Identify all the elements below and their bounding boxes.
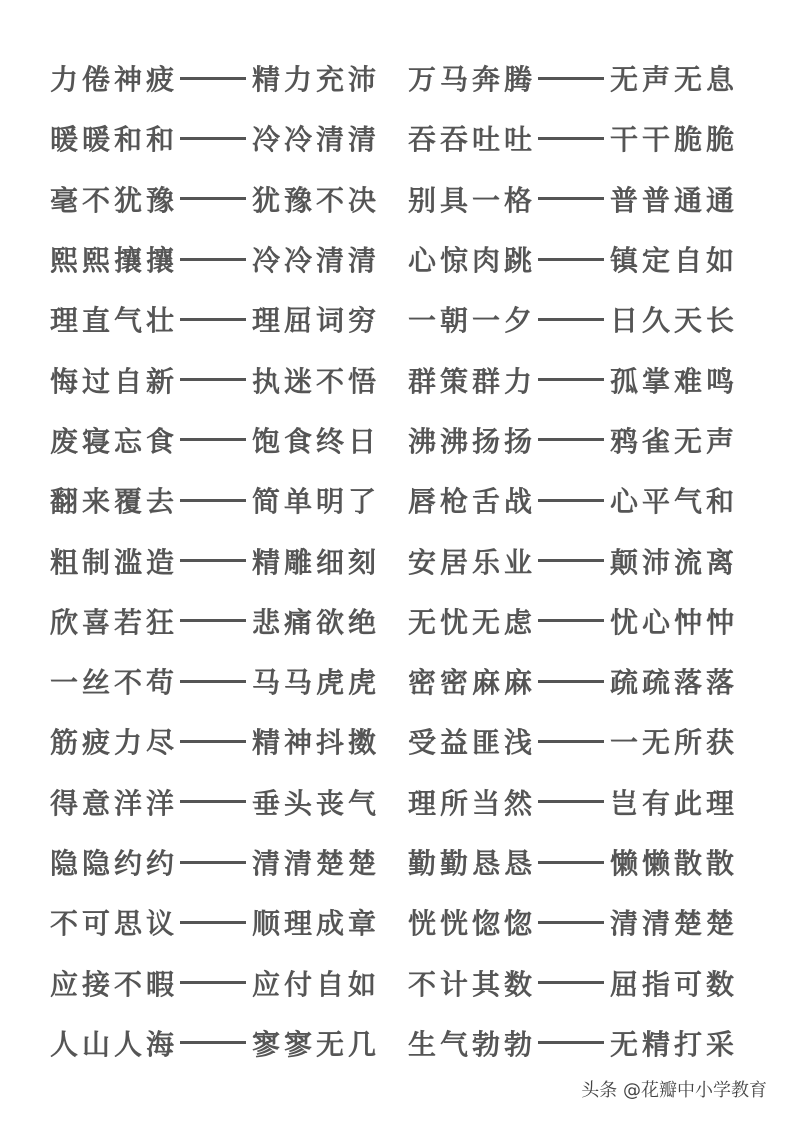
antonym-pair-left — [50, 782, 408, 822]
dash-separator — [180, 438, 246, 441]
idiom-row — [50, 530, 750, 590]
dash-separator — [538, 921, 604, 924]
antonym-pair-left — [50, 118, 408, 158]
antonym-idiom: 顺理成章 — [252, 907, 381, 941]
idiom: 欣喜若狂 — [50, 605, 179, 639]
dash-separator — [538, 1041, 604, 1044]
idiom-row — [50, 349, 750, 409]
dash-separator — [180, 137, 246, 140]
antonym-pair-right — [408, 721, 738, 761]
dash-separator — [538, 800, 604, 803]
idiom: 毫不犹豫 — [50, 183, 179, 217]
antonym-idiom: 心平气和 — [610, 485, 739, 519]
antonym-pair-right — [408, 239, 738, 279]
dash-separator — [180, 981, 246, 984]
antonym-idiom: 疏疏落落 — [610, 666, 739, 700]
dash-separator — [538, 318, 604, 321]
idiom: 密密麻麻 — [408, 666, 537, 700]
idiom: 唇枪舌战 — [408, 485, 537, 519]
antonym-pair-right — [408, 963, 738, 1003]
antonym-idiom: 无声无息 — [610, 63, 739, 97]
antonym-idiom: 岂有此理 — [610, 786, 739, 820]
idiom: 无忧无虑 — [408, 605, 537, 639]
idiom-row — [50, 1013, 750, 1073]
idiom: 沸沸扬扬 — [408, 424, 537, 458]
idiom: 力倦神疲 — [50, 63, 179, 97]
dash-separator — [538, 981, 604, 984]
idiom: 不计其数 — [408, 967, 537, 1001]
idiom: 群策群力 — [408, 364, 537, 398]
antonym-idiom: 清清楚楚 — [252, 847, 381, 880]
idiom: 隐隐约约 — [50, 847, 179, 880]
antonym-pair-left — [50, 299, 408, 339]
antonym-idiom: 冷冷清清 — [252, 123, 381, 157]
antonym-pair-left — [50, 601, 408, 641]
idiom: 筋疲力尽 — [50, 726, 179, 760]
antonym-idiom: 悲痛欲绝 — [252, 605, 381, 639]
antonym-idiom: 精神抖擞 — [252, 726, 381, 760]
antonym-pair-right — [408, 902, 738, 942]
idiom: 受益匪浅 — [408, 726, 537, 760]
dash-separator — [538, 619, 604, 622]
dash-separator — [538, 378, 604, 381]
antonym-pair-left — [50, 480, 408, 520]
idiom: 恍恍惚惚 — [408, 907, 537, 941]
dash-separator — [180, 1041, 246, 1044]
antonym-pair-left — [50, 239, 408, 279]
dash-separator — [180, 619, 246, 622]
dash-separator — [538, 680, 604, 683]
idiom: 应接不暇 — [50, 967, 179, 1001]
antonym-idiom: 屈指可数 — [610, 967, 739, 1001]
idiom: 翻来覆去 — [50, 485, 179, 519]
antonym-pair-right — [408, 420, 738, 460]
antonym-idiom: 简单明了 — [252, 485, 381, 519]
idiom-row — [50, 832, 750, 892]
idiom: 熙熙攘攘 — [50, 244, 179, 278]
idiom: 废寝忘食 — [50, 424, 179, 458]
watermark: 头条 @花瓣中小学教育 — [577, 1074, 771, 1104]
idiom: 人山人海 — [50, 1027, 179, 1061]
antonym-idiom: 干干脆脆 — [610, 123, 739, 157]
idiom: 一丝不苟 — [50, 666, 179, 700]
dash-separator — [538, 77, 604, 80]
antonym-pair-right — [408, 58, 738, 98]
antonym-idiom: 饱食终日 — [252, 424, 381, 458]
idiom-row — [50, 952, 750, 1012]
idiom: 粗制滥造 — [50, 545, 179, 579]
dash-separator — [538, 258, 604, 261]
antonym-idiom: 懒懒散散 — [610, 847, 739, 880]
dash-separator — [180, 197, 246, 200]
dash-separator — [180, 378, 246, 381]
dash-separator — [538, 499, 604, 502]
antonym-pair-left — [50, 902, 408, 942]
dash-separator — [180, 77, 246, 80]
antonym-pair-left — [50, 179, 408, 219]
idiom-row — [50, 591, 750, 651]
idiom: 暖暖和和 — [50, 123, 179, 157]
idiom-row — [50, 711, 750, 771]
antonym-idiom: 精雕细刻 — [252, 545, 381, 579]
antonym-pair-right — [408, 360, 738, 400]
antonym-pair-right — [408, 541, 738, 581]
idiom: 得意洋洋 — [50, 786, 179, 820]
idiom: 悔过自新 — [50, 364, 179, 398]
antonym-idiom: 颠沛流离 — [610, 545, 739, 579]
antonym-pair-left — [50, 1023, 408, 1063]
dash-separator — [180, 499, 246, 502]
antonym-pair-left — [50, 360, 408, 400]
idiom: 别具一格 — [408, 183, 537, 217]
antonym-pair-right — [408, 1023, 738, 1063]
antonym-pair-left — [50, 963, 408, 1003]
dash-separator — [538, 197, 604, 200]
dash-separator — [180, 861, 246, 864]
idiom-row — [50, 892, 750, 952]
antonym-pair-left — [50, 842, 408, 882]
idiom: 一朝一夕 — [408, 304, 537, 338]
antonym-pair-right — [408, 480, 738, 520]
dash-separator — [538, 559, 604, 562]
idiom: 不可思议 — [50, 907, 179, 941]
antonym-idiom: 寥寥无几 — [252, 1027, 381, 1061]
antonym-pair-left — [50, 420, 408, 460]
antonym-idiom: 犹豫不决 — [252, 183, 381, 217]
antonym-pair-right — [408, 782, 738, 822]
antonym-pair-right — [408, 299, 738, 339]
antonym-idiom: 执迷不悟 — [252, 364, 381, 398]
idiom-row — [50, 48, 750, 108]
idiom-row — [50, 289, 750, 349]
idiom-row — [50, 229, 750, 289]
antonym-idiom: 清清楚楚 — [610, 907, 739, 941]
antonym-idiom: 日久天长 — [610, 304, 739, 338]
dash-separator — [180, 559, 246, 562]
antonym-idiom: 普普通通 — [610, 183, 739, 217]
dash-separator — [538, 861, 604, 864]
antonym-pair-left — [50, 58, 408, 98]
idiom: 理所当然 — [408, 786, 537, 820]
antonym-idiom: 鸦雀无声 — [610, 424, 739, 458]
antonym-pair-right — [408, 842, 738, 882]
antonym-idiom: 孤掌难鸣 — [610, 364, 739, 398]
antonym-idiom: 无精打采 — [610, 1027, 739, 1061]
idiom-row — [50, 169, 750, 229]
dash-separator — [538, 438, 604, 441]
antonym-idiom: 马马虎虎 — [252, 666, 381, 700]
antonym-idiom: 垂头丧气 — [252, 786, 381, 820]
dash-separator — [180, 318, 246, 321]
antonym-idiom: 精力充沛 — [252, 63, 381, 97]
idiom-row — [50, 108, 750, 168]
dash-separator — [180, 921, 246, 924]
antonym-idiom: 一无所获 — [610, 726, 739, 760]
antonym-pair-left — [50, 541, 408, 581]
antonym-pair-right — [408, 179, 738, 219]
antonym-idiom: 冷冷清清 — [252, 244, 381, 278]
antonym-idiom: 镇定自如 — [610, 244, 739, 278]
idiom: 理直气壮 — [50, 304, 179, 338]
idiom-row — [50, 410, 750, 470]
antonym-list — [50, 48, 750, 1073]
antonym-pair-left — [50, 661, 408, 701]
idiom-row — [50, 651, 750, 711]
idiom: 吞吞吐吐 — [408, 123, 537, 157]
dash-separator — [180, 680, 246, 683]
dash-separator — [180, 740, 246, 743]
idiom: 勤勤恳恳 — [408, 847, 537, 880]
idiom: 生气勃勃 — [408, 1027, 537, 1061]
idiom-row — [50, 772, 750, 832]
idiom-row — [50, 470, 750, 530]
antonym-idiom: 理屈词穷 — [252, 304, 381, 338]
antonym-idiom: 应付自如 — [252, 967, 381, 1001]
idiom: 万马奔腾 — [408, 63, 537, 97]
antonym-pair-right — [408, 661, 738, 701]
antonym-pair-left — [50, 721, 408, 761]
dash-separator — [180, 258, 246, 261]
dash-separator — [180, 800, 246, 803]
antonym-idiom: 忧心忡忡 — [610, 605, 739, 639]
dash-separator — [538, 137, 604, 140]
antonym-pair-right — [408, 118, 738, 158]
dash-separator — [538, 740, 604, 743]
idiom: 心惊肉跳 — [408, 244, 537, 278]
antonym-pair-right — [408, 601, 738, 641]
idiom: 安居乐业 — [408, 545, 537, 579]
